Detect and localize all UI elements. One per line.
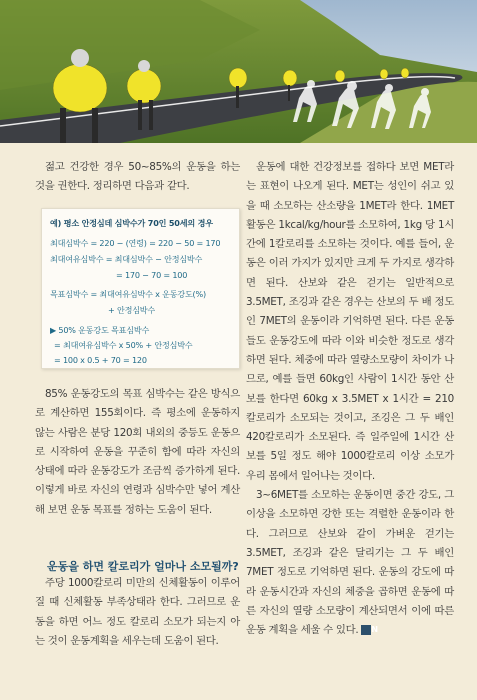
end-mark-icon: N	[361, 625, 371, 635]
box-line: = 170 − 70 = 100	[116, 270, 188, 280]
paragraph-text: 주당 1000칼로리 미만의 신체활동이 이루어질 때 신체활동 부족상태라 한다. 그러므로 운동을 하면 어느 정도 칼로리 소모가 되는지 아는 것이 운동계획을 세우는데 도움이 된다.	[35, 577, 240, 647]
box-line: ▶ 50% 운동강도 목표심박수	[50, 325, 150, 335]
box-line: 목표심박수 = 최대여유심박수 x 운동강도(%)	[50, 289, 206, 299]
intro-text: 젊고 건강한 경우 50~85%의 운동을 하는 것을 권한다. 정리하면 다음과 같다.	[35, 161, 240, 193]
box-title: 예) 평소 안정심데 심박수가 70인 50세의 경우	[50, 218, 213, 228]
body-paragraph-2	[35, 385, 240, 520]
box-line: 최대여유심박수 = 최대심박수 − 안정심박수	[50, 254, 203, 264]
box-line: = 최대여유심박수 x 50% + 안정심박수	[54, 340, 193, 350]
paragraph-text: 85% 운동강도의 목표 심박수는 같은 방식으로 계산하면 155회이다. 즉 평소에 운동하지 않는 사람은 분당 120회 내외의 중등도 운동으로 시작하여 운동을 꾸준히 함에 따라 자신의 상태에 따라 운동강도가 조금씩 증가하게 된다. 이렇게 바로 자신의 연령과 심박수만 넣어 계산해 보면 운동 목표를 정하는 도움이 된다.	[35, 388, 240, 516]
header-photo	[0, 0, 477, 143]
box-line: + 안정심박수	[108, 305, 156, 315]
box-line: 최대심박수 = 220 − (연령) = 220 − 50 = 170	[50, 238, 221, 248]
right-column	[246, 158, 454, 640]
met-paragraph: 운동에 대한 건강정보를 접하다 보면 MET라는 표현이 나오게 된다. MET는 성인이 쉬고 있을 때 소모하는 산소량을 1MET라 한다. 1MET 활동은 1kcal/kg/hour를 소모하여, 1kg 당 1시간에 1칼로리를 소모하는 것이다. 예를 들어, 운동은 이러 가지가 있지만 크게 두 가지로 생각하면 된다. 산보와 같은 걷기는 일반적으로 3.5MET, 조깅과 같은 경우는 산보의 두 배 정도인 7MET의 운동이라 기억하면 된다. 다른 운동들도 운동강도에 따라 이와 비슷한 정도로 생각하면 된다. 체중에 따라 열량소모량이 차이가 나므로, 예를 들면 60kg인 사람이 1시간 동안 산보를 한다면 60kg x 3.5MET x 1시간 = 210칼로리가 소모되는 것이고, 조깅은 그 두 배인 420칼로리가 소모된다. 즉 일주일에 1시간 산보를 5일 정도 해야 1000칼로리 이상 소모가 우리 몸에서 일어나는 것이다.	[246, 161, 454, 482]
body-paragraph-3	[35, 574, 240, 651]
box-line: = 100 x 0.5 + 70 = 120	[54, 355, 147, 365]
intensity-paragraph	[246, 486, 454, 640]
heart-rate-example-box	[41, 208, 240, 369]
intro-paragraph	[35, 158, 240, 197]
intensity-text: 3~6MET를 소모하는 운동이면 중간 강도, 그 이상을 소모하면 강한 또는 격렬한 운동이라 한다. 그러므로 산보와 같이 가벼운 걷기는 3.5MET, 조깅과 같은 달리기는 그 두 배인 7MET 정도로 기억하면 된다. 운동의 강도에 따라 운동시간과 자신의 체중을 곱하면 운동에 따른 자신의 열량 소모량이 계산되면서 이에 따른 운동 계획을 세울 수 있다.	[246, 489, 454, 637]
section-heading: 운동을 하면 칼로리가 얼마나 소모될까?	[47, 560, 239, 573]
